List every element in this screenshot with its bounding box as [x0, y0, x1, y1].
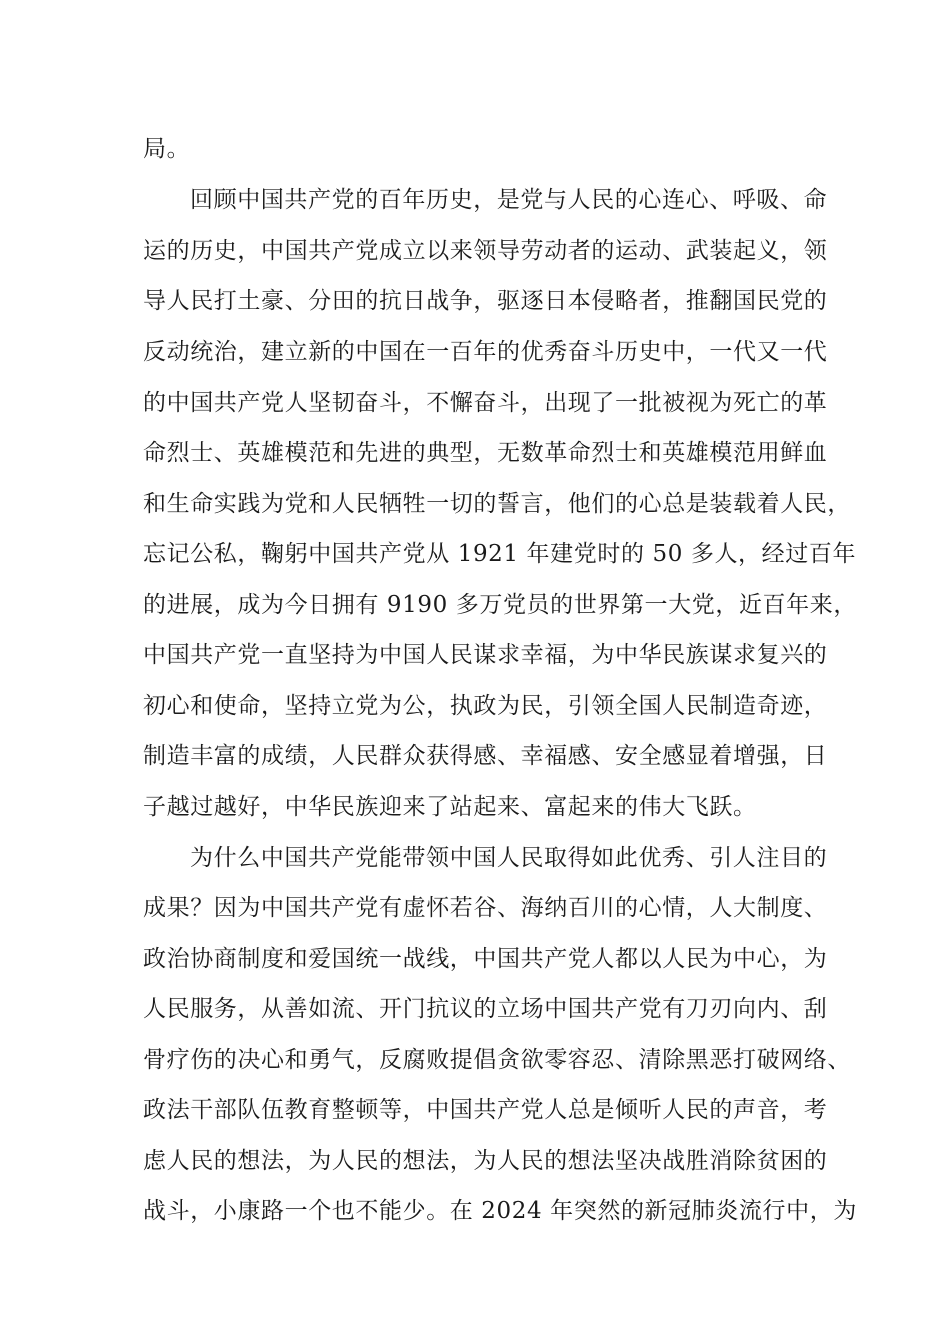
text-line: 和生命实践为党和人民牺牲一切的誓言，他们的心总是装载着人民， [143, 491, 851, 517]
text-line: 反动统治，建立新的中国在一百年的优秀奋斗历史中，一代又一代 [143, 339, 828, 365]
text-line: 战斗，小康路一个也不能少。在 2024 年突然的新冠肺炎流行中，为 [143, 1198, 857, 1224]
text-line: 的中国共产党人坚韧奋斗，不懈奋斗，出现了一批被视为死亡的革 [143, 390, 828, 416]
text-line: 政法干部队伍教育整顿等，中国共产党人总是倾听人民的声音，考 [143, 1097, 828, 1123]
text-line: 子越过越好，中华民族迎来了站起来、富起来的伟大飞跃。 [143, 794, 757, 820]
text-line: 中国共产党一直坚持为中国人民谋求幸福，为中华民族谋求复兴的 [143, 642, 828, 668]
text-line: 忘记公私，鞠躬中国共产党从 1921 年建党时的 50 多人，经过百年 [143, 541, 857, 567]
text-line: 导人民打土豪、分田的抗日战争，驱逐日本侵略者，推翻国民党的 [143, 288, 828, 314]
paragraph-first-line: 为什么中国共产党能带领中国人民取得如此优秀、引人注目的 [190, 845, 828, 871]
text-line: 的进展，成为今日拥有 9190 多万党员的世界第一大党，近百年来， [143, 592, 857, 618]
text-line: 局。 [143, 136, 191, 162]
text-line: 运的历史，中国共产党成立以来领导劳动者的运动、武装起义，领 [143, 238, 828, 264]
text-line: 成果？因为中国共产党有虚怀若谷、海纳百川的心情，人大制度、 [143, 895, 828, 921]
text-line: 制造丰富的成绩，人民群众获得感、幸福感、安全感显着增强，日 [143, 743, 828, 769]
text-line: 初心和使命，坚持立党为公，执政为民，引领全国人民制造奇迹， [143, 693, 828, 719]
text-line: 人民服务，从善如流、开门抗议的立场中国共产党有刀刃向内、刮 [143, 996, 828, 1022]
text-line: 骨疗伤的决心和勇气，反腐败提倡贪欲零容忍、清除黑恶打破网络、 [143, 1047, 851, 1073]
text-line: 政治协商制度和爱国统一战线，中国共产党人都以人民为中心，为 [143, 946, 828, 972]
text-line: 虑人民的想法，为人民的想法，为人民的想法坚决战胜消除贫困的 [143, 1148, 828, 1174]
paragraph-first-line: 回顾中国共产党的百年历史，是党与人民的心连心、呼吸、命 [190, 187, 828, 213]
text-line: 命烈士、英雄模范和先进的典型，无数革命烈士和英雄模范用鲜血 [143, 440, 828, 466]
